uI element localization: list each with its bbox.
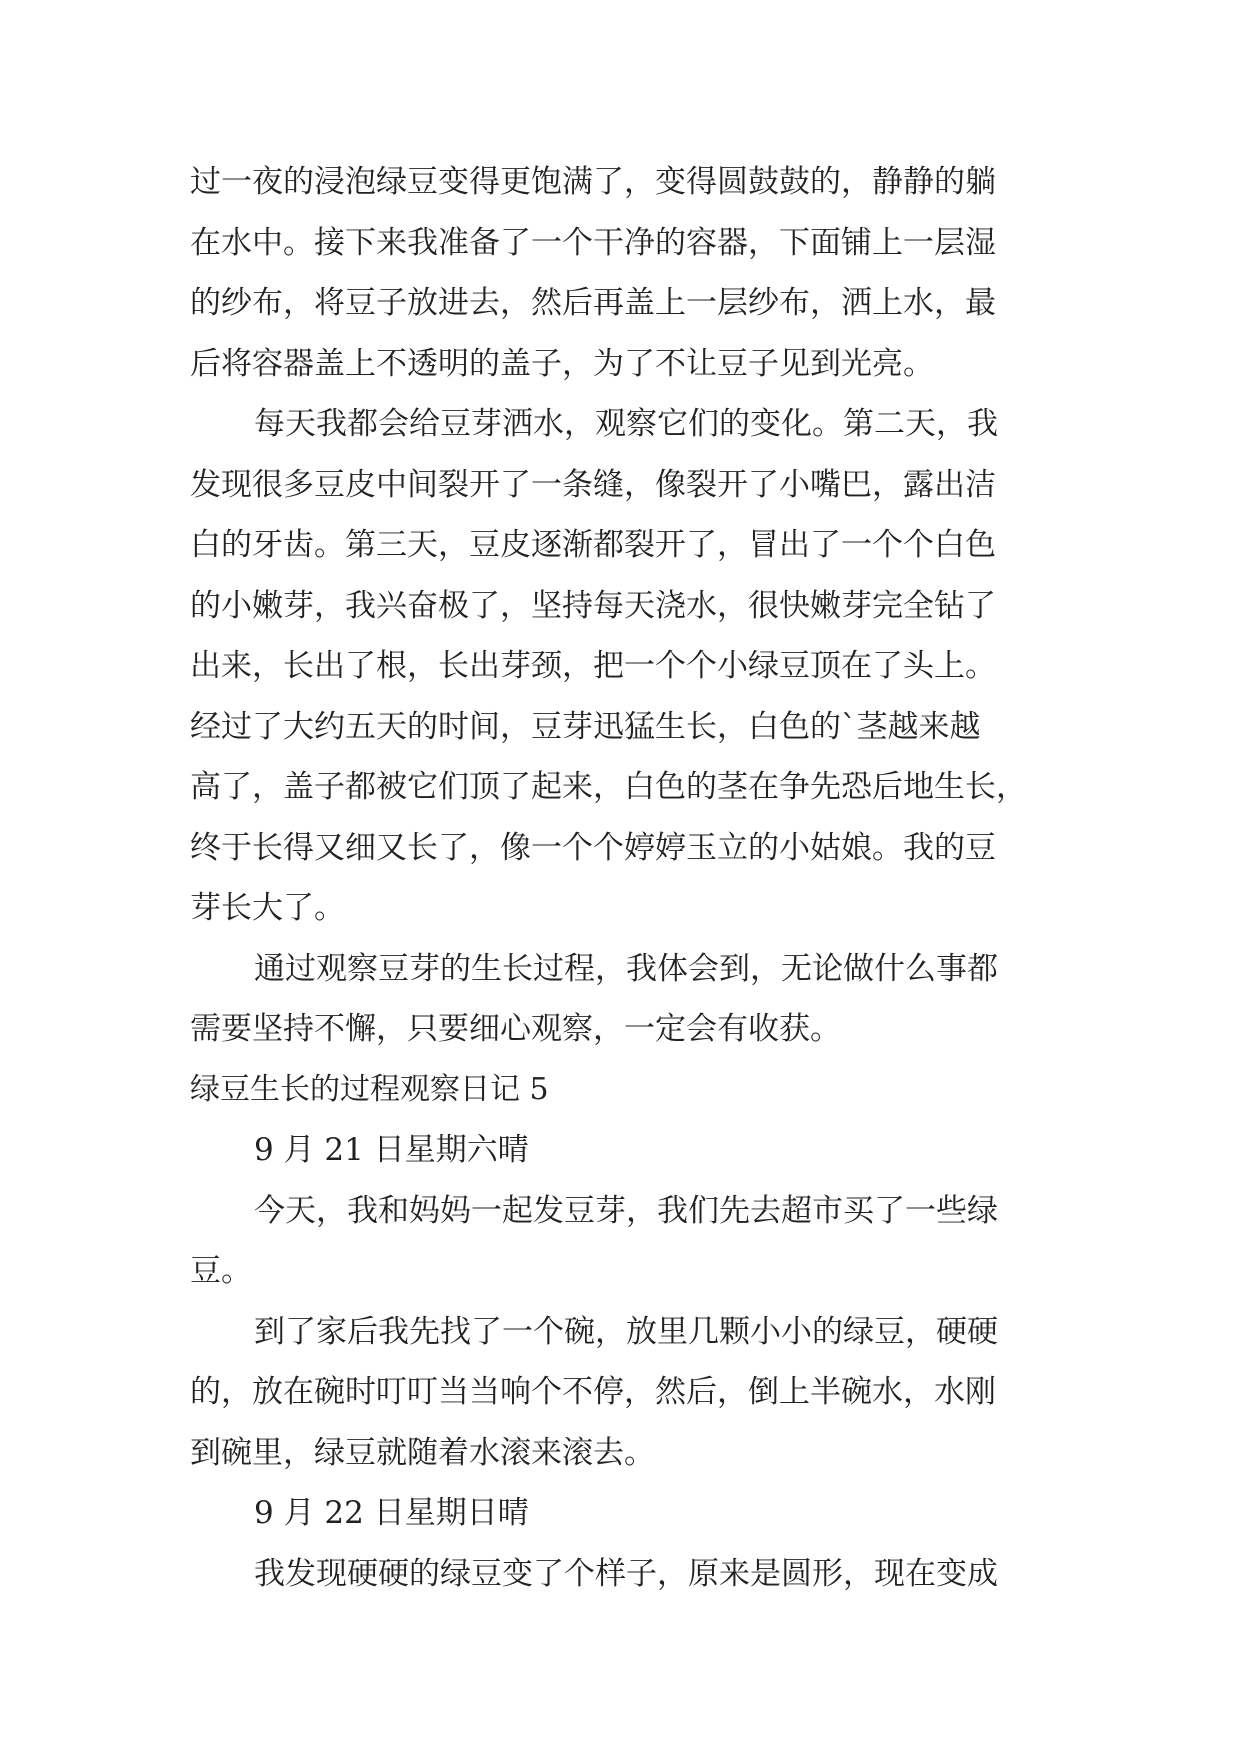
- text-line: 出来，长出了根，长出芽颈，把一个个小绿豆顶在了头上。: [190, 648, 996, 684]
- text-line: 过一夜的浸泡绿豆变得更饱满了，变得圆鼓鼓的，静静的躺: [190, 164, 996, 200]
- text-line: 经过了大约五天的时间，豆芽迅猛生长，白色的`茎越来越: [190, 708, 981, 745]
- text-line: 每天我都会给豆芽洒水，观察它们的变化。第二天，我: [254, 406, 998, 442]
- text-line: 需要坚持不懈，只要细心观察，一定会有收获。: [190, 1011, 841, 1047]
- document-body: [190, 152, 1050, 1604]
- text-line: 到碗里，绿豆就随着水滚来滚去。: [190, 1434, 655, 1471]
- text-line: 我发现硬硬的绿豆变了个样子，原来是圆形，现在变成: [254, 1555, 998, 1592]
- text-line: 绿豆生长的过程观察日记 5: [190, 1071, 549, 1107]
- text-line: 的，放在碗时叮叮当当响个不停，然后，倒上半碗水，水刚: [190, 1374, 996, 1410]
- text-line: 9 月 22 日星期日晴: [254, 1495, 529, 1531]
- paragraph: [190, 394, 1050, 939]
- paragraph: [190, 152, 1050, 394]
- text-line: 到了家后我先找了一个碗，放里几颗小小的绿豆，硬硬: [254, 1313, 998, 1350]
- paragraph: [190, 1483, 1050, 1544]
- text-line: 豆。: [190, 1253, 252, 1289]
- paragraph: [190, 1181, 1050, 1302]
- text-line: 白的牙齿。第三天，豆皮逐渐都裂开了，冒出了一个个白色: [190, 527, 996, 563]
- paragraph: [190, 1544, 1050, 1605]
- section-heading: [190, 1060, 1050, 1121]
- paragraph: [190, 1120, 1050, 1181]
- text-line: 发现很多豆皮中间裂开了一条缝，像裂开了小嘴巴，露出洁: [190, 466, 996, 503]
- text-line: 后将容器盖上不透明的盖子，为了不让豆子见到光亮。: [190, 345, 934, 382]
- text-line: 在水中。接下来我准备了一个干净的容器，下面铺上一层湿: [190, 224, 996, 261]
- text-line: 的小嫩芽，我兴奋极了，坚持每天浇水，很快嫩芽完全钻了: [190, 587, 996, 624]
- text-line: 的纱布，将豆子放进去，然后再盖上一层纱布，洒上水，最: [190, 285, 996, 321]
- text-line: 9 月 21 日星期六晴: [254, 1132, 529, 1168]
- text-line: 高了，盖子都被它们顶了起来，白色的茎在争先恐后地生长，: [190, 769, 1027, 805]
- text-line: 通过观察豆芽的生长过程，我体会到，无论做什么事都: [254, 950, 998, 987]
- text-line: 芽长大了。: [190, 890, 345, 926]
- text-line: 终于长得又细又长了，像一个个婷婷玉立的小姑娘。我的豆: [190, 829, 996, 866]
- paragraph: [190, 1302, 1050, 1484]
- paragraph: [190, 939, 1050, 1060]
- text-line: 今天，我和妈妈一起发豆芽，我们先去超市买了一些绿: [254, 1192, 998, 1229]
